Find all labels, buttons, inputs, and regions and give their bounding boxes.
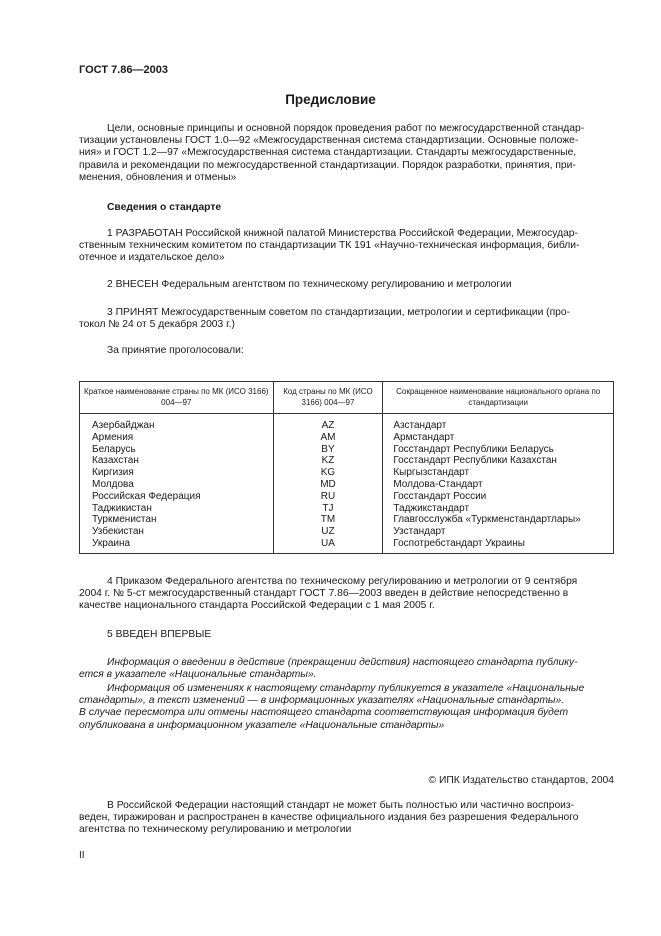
country-name: Армения (80, 432, 274, 444)
notice-paragraph (79, 800, 614, 837)
copyright: © ИПК Издательство стандартов, 2004 (428, 775, 614, 786)
info-paragraph-1 (79, 657, 614, 681)
item-4-line: 4 Приказом Федерального агентства по техническому регулированию и метрологии от 9 сентября (107, 576, 578, 587)
table-row (80, 467, 614, 479)
section-heading: Сведения о стандарте (107, 202, 222, 213)
notice-line: агентства по техническому регулированию и метрологии (79, 824, 352, 836)
standards-body: Таджикстандарт (383, 503, 614, 515)
item-2-paragraph (79, 279, 614, 291)
voted-label-text: За принятие проголосовали: (107, 345, 244, 356)
page-number: II (79, 850, 85, 861)
country-code: UA (273, 538, 383, 553)
country-name: Узбекистан (80, 526, 274, 538)
country-code: KZ (273, 455, 383, 467)
country-code: BY (273, 444, 383, 456)
item-5-line: 5 ВВЕДЕН ВПЕРВЫЕ (107, 629, 212, 640)
standards-body: Госстандарт Республики Казахстан (383, 455, 614, 467)
standards-body: Госпотребстандарт Украины (383, 538, 614, 553)
standards-body: Азстандарт (383, 414, 614, 432)
table-row (80, 514, 614, 526)
country-code: RU (273, 491, 383, 503)
table-row (80, 479, 614, 491)
table-row (80, 503, 614, 515)
country-name: Туркменистан (80, 514, 274, 526)
table-row (80, 444, 614, 456)
item-2-line: 2 ВНЕСЕН Федеральным агентством по техническому регулированию и метрологии (107, 279, 512, 290)
voted-label (79, 345, 614, 357)
notice-line: веден, тиражирован и распространен в качестве официального издания без разрешения Федерального (79, 812, 579, 824)
country-name: Казахстан (80, 455, 274, 467)
country-code: AZ (273, 414, 383, 432)
standards-body: Главгосслужба «Туркменстандартлары» (383, 514, 614, 526)
standards-body: Молдова-Стандарт (383, 479, 614, 491)
item-3-line: 3 ПРИНЯТ Межгосударственным советом по стандартизации, метрологии и сертификации (про- (107, 307, 571, 318)
country-code: TJ (273, 503, 383, 515)
item-1-line: 1 РАЗРАБОТАН Российской книжной палатой Министерства Российской Федерации, Межгосудар- (107, 228, 578, 239)
table-header-code: Код страны по МК (ИСО 3166) 004—97 (273, 382, 383, 414)
table-row (80, 432, 614, 444)
item-4-paragraph (79, 576, 614, 613)
country-code: MD (273, 479, 383, 491)
item-1-line: отечное и издательское дело» (79, 252, 225, 264)
notice-line: В Российской Федерации настоящий стандарт не может быть полностью или частично воспроиз- (107, 800, 575, 811)
info-paragraph-2 (79, 683, 614, 732)
info-line: опубликована в информационном указателе «Национальные стандарты» (79, 719, 445, 731)
item-3-paragraph (79, 307, 614, 331)
country-code: AM (273, 432, 383, 444)
item-3-line: токол № 24 от 5 декабря 2003 г.) (79, 319, 235, 331)
intro-line: менения, обновления и отмены» (79, 171, 237, 183)
page-title: Предисловие (285, 92, 376, 107)
info-line: Информация об изменениях к настоящему стандарту публикуется в указателе «Национальные (107, 683, 585, 694)
table-row (80, 414, 614, 432)
standards-body: Кыргызстандарт (383, 467, 614, 479)
info-line: Информация о введении в действие (прекращении действия) настоящего стандарта публику- (107, 657, 578, 668)
country-name: Российская Федерация (80, 491, 274, 503)
table-row (80, 538, 614, 553)
country-name: Таджикистан (80, 503, 274, 515)
table-header-row (80, 382, 614, 414)
intro-line: ния» и ГОСТ 1.2—97 «Межгосударственная система стандартизации. Стандарты межгосударственные, (79, 147, 577, 159)
item-4-line: 2004 г. № 5-ст межгосударственный стандарт ГОСТ 7.86—2003 введен в действие непосредственно в (79, 588, 569, 600)
intro-line: тизации установлены ГОСТ 1.0—92 «Межгосударственная система стандартизации. Основные положе- (79, 135, 579, 147)
item-1-paragraph (79, 228, 614, 265)
country-code: TM (273, 514, 383, 526)
country-name: Украина (80, 538, 274, 553)
standards-body: Армстандарт (383, 432, 614, 444)
document-id: ГОСТ 7.86—2003 (79, 64, 168, 76)
country-code: UZ (273, 526, 383, 538)
item-4-line: качестве национального стандарта Российской Федерации с 1 мая 2005 г. (79, 600, 435, 612)
country-name: Беларусь (80, 444, 274, 456)
intro-paragraph (79, 123, 614, 184)
info-line: стандарты», а текст изменений — в информационных указателях «Национальные стандарты». (79, 695, 565, 707)
intro-line: Цели, основные принципы и основной порядок проведения работ по межгосударственной стандар- (107, 123, 585, 134)
country-name: Азербайджан (80, 414, 274, 432)
standards-body: Узстандарт (383, 526, 614, 538)
table-row (80, 526, 614, 538)
country-name: Молдова (80, 479, 274, 491)
table-header-country: Краткое наименование страны по МК (ИСО 3166) 004—97 (80, 382, 274, 414)
table-row (80, 491, 614, 503)
info-line: ется в указателе «Национальные стандарты». (79, 669, 317, 681)
item-5-paragraph (79, 629, 614, 641)
item-1-line: ственным техническим комитетом по стандартизации ТК 191 «Научно-техническая информация, библи- (79, 240, 580, 252)
country-name: Киргизия (80, 467, 274, 479)
standards-body: Госстандарт Республики Беларусь (383, 444, 614, 456)
standards-body: Госстандарт России (383, 491, 614, 503)
countries-table (79, 381, 614, 554)
intro-line: правила и рекомендации по межгосударственной стандартизации. Порядок разработки, принятия, при- (79, 159, 576, 171)
info-line: В случае пересмотра или отмены настоящего стандарта соответствующая информация будет (79, 707, 569, 719)
table-row (80, 455, 614, 467)
table-header-body: Сокращенное наименование национального органа по стандартизации (383, 382, 614, 414)
country-code: KG (273, 467, 383, 479)
